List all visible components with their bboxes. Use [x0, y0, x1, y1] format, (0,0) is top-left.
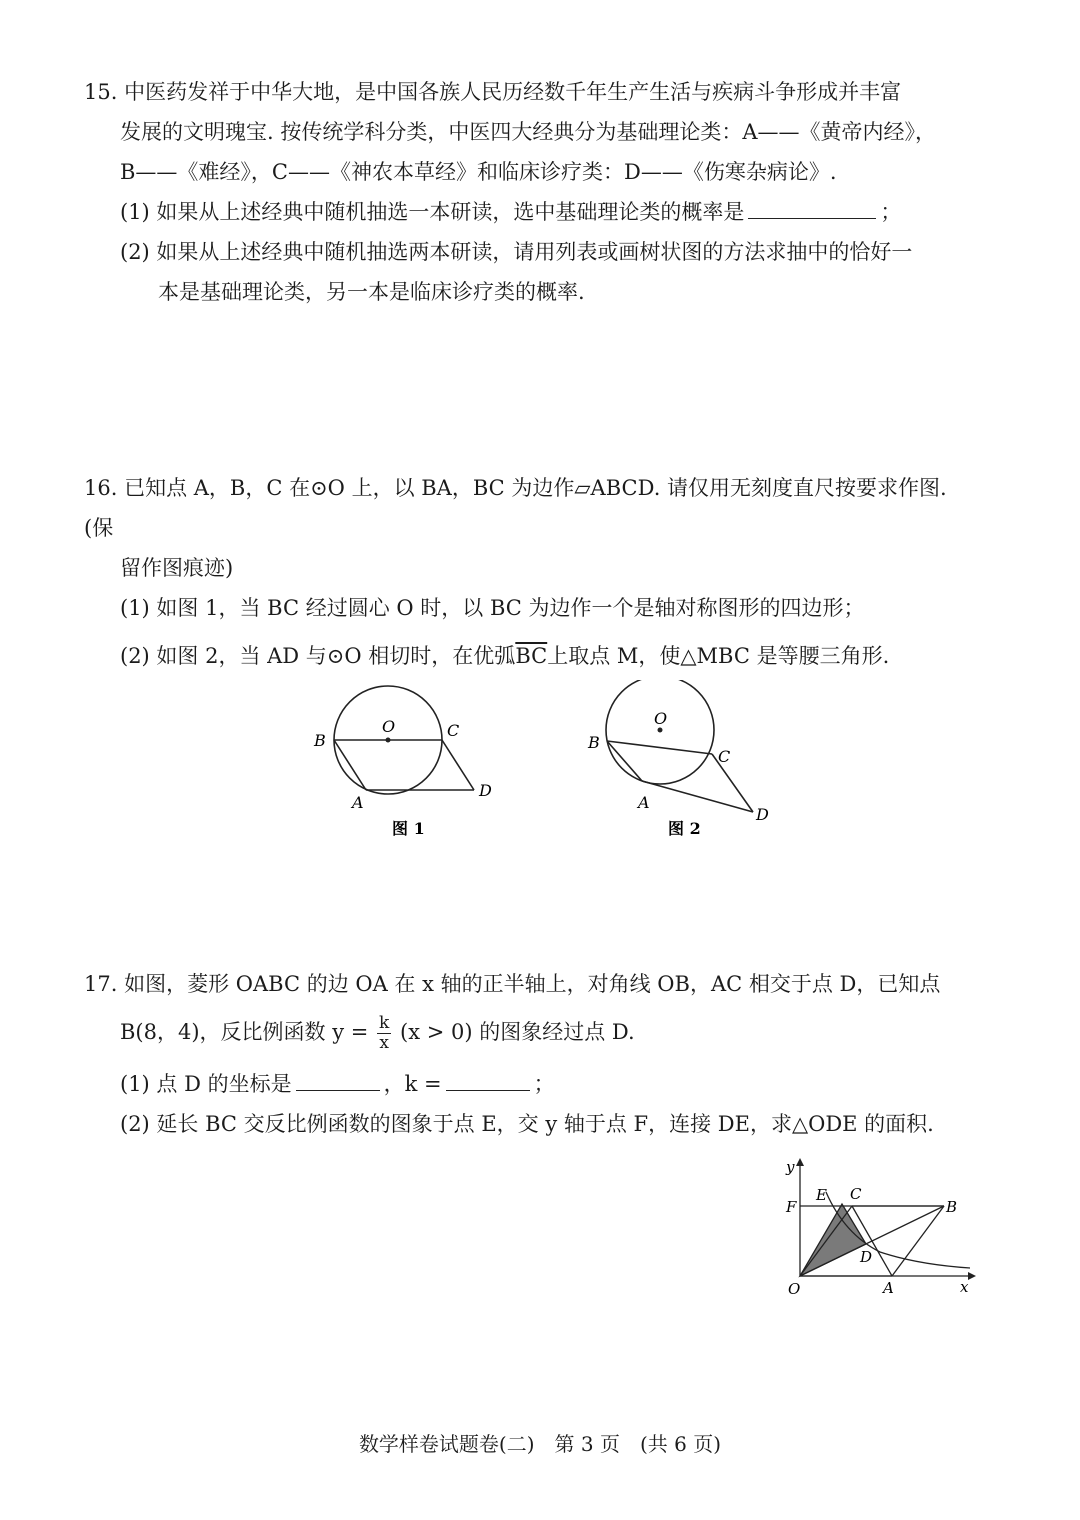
footer-total: (共 6 页)	[640, 1432, 722, 1456]
answer-blank-k	[446, 1089, 530, 1091]
q17-sub1-b: ，k =	[383, 1072, 442, 1096]
arc-bc: $\overline{BC}$	[515, 644, 548, 668]
footer-title: 数学样卷试题卷(二)	[358, 1432, 535, 1456]
label-c: C	[447, 721, 460, 740]
q17-sub2: (2) 延长 BC 交反比例函数的图象于点 E，交 y 轴于点 F，连接 DE，求△ODE 的面积.	[120, 1112, 934, 1136]
fraction-k-over-x	[377, 1014, 391, 1053]
label-b: B	[946, 1198, 958, 1216]
label-o: O	[382, 717, 396, 736]
q17-line2-a: B(8，4)，反比例函数 y =	[120, 1020, 369, 1044]
label-b: B	[314, 731, 326, 750]
segment-ba	[607, 741, 642, 781]
q16-sub1: (1) 如图 1，当 BC 经过圆心 O 时，以 BC 为边作一个是轴对称图形的四边形；	[120, 596, 865, 620]
q17-line2-b: (x > 0) 的图象经过点 D.	[400, 1020, 635, 1044]
label-c: C	[850, 1185, 862, 1203]
q15-sub2-line2: 本是基础理论类，另一本是临床诊疗类的概率.	[158, 280, 585, 304]
label-d: D	[479, 781, 492, 800]
question-16	[84, 468, 974, 676]
question-17	[84, 964, 974, 1144]
label-o: O	[788, 1280, 801, 1298]
label-a: A	[352, 793, 364, 812]
triangle-ode-shaded	[800, 1204, 866, 1276]
q17-line1: 17. 如图，菱形 OABC 的边 OA 在 x 轴的正半轴上，对角线 OB，AC 相交于点 D，已知点	[84, 972, 941, 996]
q15-sub1	[84, 192, 974, 232]
q17-line2	[84, 1004, 974, 1060]
label-y: y	[786, 1158, 795, 1176]
segment-ad	[642, 781, 753, 812]
q17-sub1-a: (1) 点 D 的坐标是	[120, 1072, 292, 1096]
label-f: F	[786, 1198, 797, 1216]
q17-sub1-end: ；	[533, 1072, 555, 1096]
center-point	[658, 728, 663, 733]
fraction-denominator: x	[379, 1033, 389, 1053]
q15-sub2-line1: (2) 如果从上述经典中随机抽选两本研读，请用列表或画树状图的方法求抽中的恰好一	[120, 240, 913, 264]
q15-line2: 发展的文明瑰宝. 按传统学科分类，中医四大经典分为基础理论类：A——《黄帝内经》，	[120, 120, 937, 144]
segment-cd	[442, 740, 474, 790]
segment-bc	[607, 741, 712, 754]
q16-line1: 16. 已知点 A，B，C 在⊙O 上，以 BA，BC 为边作▱ABCD. 请仅用无刻度直尺按要求作图. (保	[84, 476, 947, 540]
q16-sub2-a: (2) 如图 2，当 AD 与⊙O 相切时，在优弧	[120, 644, 516, 668]
x-axis-arrow	[968, 1272, 976, 1280]
label-d: D	[756, 805, 769, 824]
figure-2	[578, 680, 798, 850]
q17-sub1	[84, 1064, 974, 1104]
q15-line1: 15. 中医药发祥于中华大地，是中国各族人民历经数千年生产生活与疾病斗争形成并丰富	[84, 80, 902, 104]
y-axis-arrow	[796, 1158, 804, 1166]
figure-q17	[780, 1158, 980, 1300]
q16-line2: 留作图痕迹)	[120, 556, 234, 580]
q16-sub2	[84, 636, 974, 676]
answer-blank	[748, 217, 876, 219]
page-footer	[0, 1428, 1080, 1457]
label-a: A	[883, 1279, 894, 1297]
label-o: O	[654, 709, 668, 728]
question-15	[84, 72, 974, 312]
q15-sub1-text: (1) 如果从上述经典中随机抽选一本研读，选中基础理论类的概率是	[120, 200, 745, 224]
label-d: D	[860, 1248, 873, 1266]
q15-sub1-end: ；	[880, 200, 902, 224]
center-point	[386, 738, 391, 743]
fig1-caption: 图 1	[392, 819, 425, 838]
q16-sub2-b: 上取点 M，使△MBC 是等腰三角形.	[547, 644, 890, 668]
label-x: x	[960, 1278, 969, 1296]
label-b: B	[588, 733, 600, 752]
segment-ba	[334, 740, 366, 790]
q15-line3: B——《难经》，C——《神农本草经》和临床诊疗类：D——《伤寒杂病论》.	[120, 160, 837, 184]
side-ba	[892, 1206, 944, 1276]
label-c: C	[718, 747, 731, 766]
answer-blank-d	[296, 1089, 380, 1091]
label-e: E	[816, 1186, 827, 1204]
figure-1	[300, 680, 510, 850]
fig2-caption: 图 2	[668, 819, 701, 838]
fraction-numerator: k	[379, 1013, 390, 1033]
label-a: A	[638, 793, 650, 812]
footer-page: 第 3 页	[554, 1432, 620, 1456]
